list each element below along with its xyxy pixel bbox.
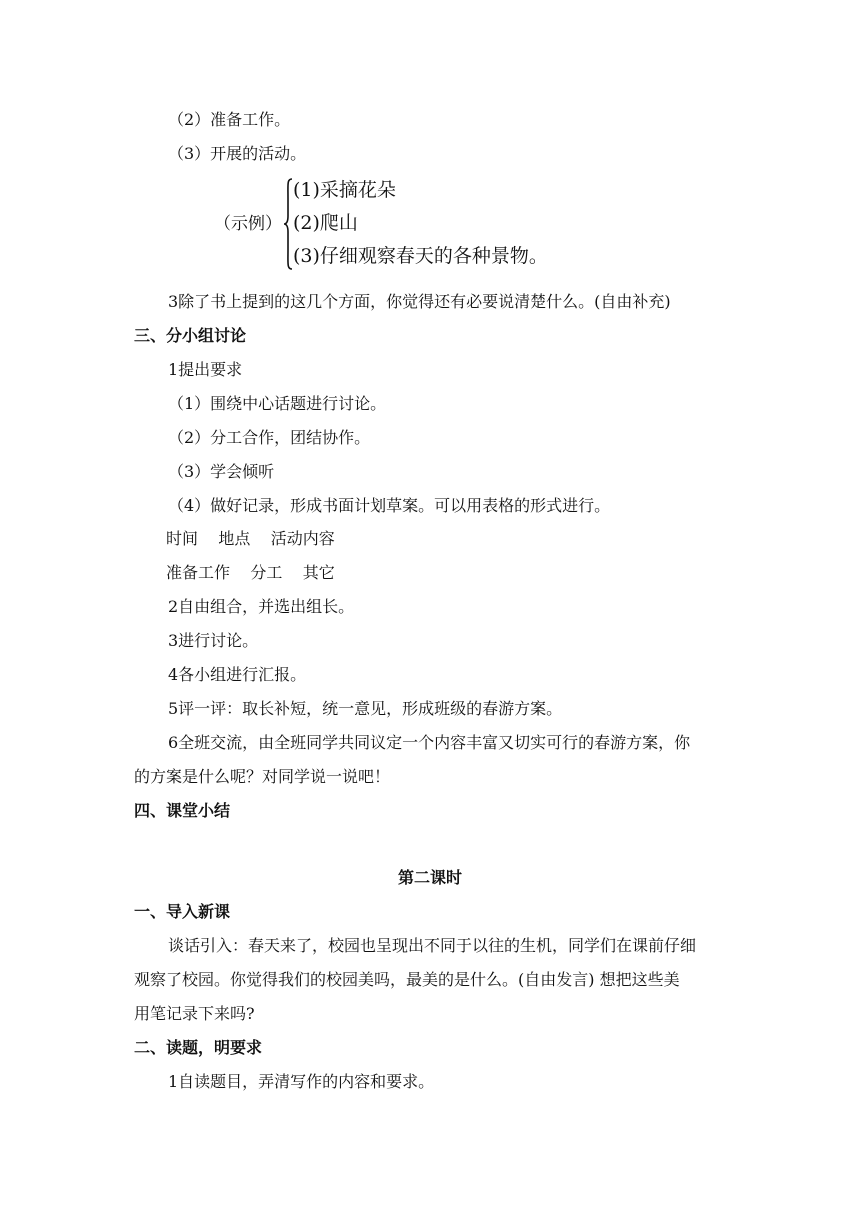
text-line: 用笔记录下来吗? [134,1004,255,1023]
example-item: (2)爬山 [293,212,358,234]
text-line: 谈话引入：春天来了，校园也呈现出不同于以往的生机，同学们在课前仔细 [168,936,697,955]
table-header-line: 时间 地点 活动内容 [166,529,335,548]
text-line: 观察了校园。你觉得我们的校园美吗，最美的是什么。(自由发言) 想把这些美 [134,970,680,989]
example-item: (3)仔细观察春天的各种景物。 [293,245,548,267]
text-line: 5评一评：取长补短，统一意见，形成班级的春游方案。 [168,699,563,718]
text-line: 6全班交流，由全班同学共同议定一个内容丰富又切实可行的春游方案，你 [168,733,691,752]
section-heading: 一、导入新课 [134,902,231,921]
text-line: （2）分工合作，团结协作。 [168,428,371,447]
text-line: 1自读题目，弄清写作的内容和要求。 [168,1072,435,1091]
example-item: (1)采摘花朵 [293,179,396,201]
brace-icon [283,178,293,270]
table-header-line: 准备工作 分工 其它 [166,563,335,582]
text-line: 4各小组进行汇报。 [168,665,307,684]
section-heading: 四、课堂小结 [134,801,231,820]
text-line: （4）做好记录，形成书面计划草案。可以用表格的形式进行。 [168,496,611,515]
text-line: （1）围绕中心话题进行讨论。 [168,394,387,413]
text-line: （3）开展的活动。 [168,144,307,163]
example-label: （示例） [214,214,282,234]
text-line: 的方案是什么呢？对同学说一说吧！ [134,767,391,786]
text-line: 3进行讨论。 [168,631,259,650]
section-heading: 二、读题，明要求 [134,1038,263,1057]
lesson-title: 第二课时 [398,868,463,887]
text-line: 1提出要求 [168,360,243,379]
text-line: 2自由组合，并选出组长。 [168,597,355,616]
section-heading: 三、分小组讨论 [134,326,247,345]
text-line: （2）准备工作。 [168,110,291,129]
text-line: 3除了书上提到的这几个方面，你觉得还有必要说清楚什么。(自由补充) [168,292,671,311]
text-line: （3）学会倾听 [168,462,275,481]
